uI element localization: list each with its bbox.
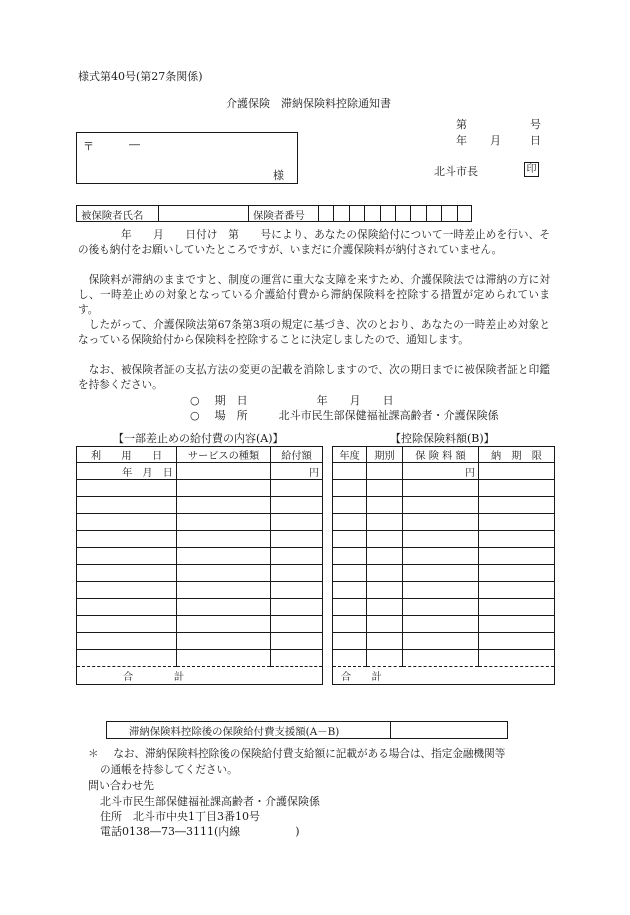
date-value: 年 月 日: [316, 394, 394, 407]
insurer-number-cell: [319, 206, 334, 221]
contact-office: 北斗市民生部保健福祉課高齢者・介護保険係: [100, 795, 320, 808]
table-b-cell: [367, 480, 403, 497]
table-b-header-cell: 年度: [333, 447, 367, 463]
table-b-cell: [403, 582, 479, 599]
table-b-row: [333, 633, 555, 650]
table-b-cell: [403, 514, 479, 531]
table-a-unit-cell: [177, 463, 271, 480]
table-b-cell: [367, 633, 403, 650]
insurer-number-cell: [381, 206, 396, 221]
table-a-cell: [271, 480, 323, 497]
table-b-cell: [403, 633, 479, 650]
sama-label: 様: [273, 169, 284, 182]
address-box: [76, 132, 298, 184]
table-b-cell: [479, 548, 555, 565]
table-a-cell: [177, 548, 271, 565]
body-paragraph-4: なお、被保険者証の支払方法の変更の記載を消除しますので、次の期日までに被保険者証と印鑑を持参ください。: [78, 364, 550, 391]
table-a-cell: [77, 480, 177, 497]
note-mark: ＊: [88, 748, 99, 760]
date-month: 月: [490, 134, 501, 147]
table-a-row: [77, 514, 323, 531]
page-title: 介護保険 滞納保険料控除通知書: [226, 97, 391, 110]
note-text-2: の通帳を持参してください。: [100, 764, 238, 776]
table-b-cell: [333, 650, 367, 667]
table-b-caption: 【控除保険料額(B)】: [390, 432, 495, 445]
table-b-cell: [367, 616, 403, 633]
contact-heading: 問い合わせ先: [88, 779, 154, 792]
table-a-header-cell: 利 用 日: [77, 447, 177, 463]
table-a-cell: [271, 497, 323, 514]
table-a-cell: [271, 599, 323, 616]
table-b-cell: [403, 650, 479, 667]
table-a-cell: [271, 650, 323, 667]
table-b-cell: [367, 497, 403, 514]
table-b-unit-cell: [479, 463, 555, 480]
table-b-cell: [479, 480, 555, 497]
table-a-cell: [77, 514, 177, 531]
body-paragraph-1: 年 月 日付け 第 号により、あなたの保険給付について一時差止めを行い、その後も納付をお願いしていたところですが、いまだに介護保険料が納付されていません。: [78, 229, 550, 256]
table-a-row: [77, 548, 323, 565]
table-a-cell: [177, 650, 271, 667]
table-b-cell: [403, 599, 479, 616]
table-a-unit-cell: 円: [271, 463, 323, 480]
contact-address: 住所 北斗市中央1丁目3番10号: [100, 810, 260, 823]
table-b-cell: [333, 514, 367, 531]
table-b-cell: [479, 514, 555, 531]
insurer-number-cell: [427, 206, 442, 221]
table-b-cell: [479, 633, 555, 650]
body-paragraph-3: したがって、介護保険法第67条第3項の規定に基づき、次のとおり、あなたの一時差止め対象となっている保険給付から保険料を控除することに決定しましたので、通知します。: [78, 319, 550, 346]
table-b-cell: [333, 531, 367, 548]
table-b-cell: [479, 599, 555, 616]
table-b-cell: [333, 599, 367, 616]
table-a-row: [77, 531, 323, 548]
table-a-cell: [177, 497, 271, 514]
insurer-number-cell: [442, 206, 457, 221]
schedule-place: [190, 407, 499, 423]
table-a-unit-cell: 年 月 日: [77, 463, 177, 480]
table-b-cell: [479, 531, 555, 548]
table-a-cell: [177, 531, 271, 548]
table-b-cell: [403, 616, 479, 633]
insured-name-field: [159, 206, 249, 221]
table-a-cell: [77, 633, 177, 650]
table-b-row: [333, 616, 555, 633]
table-a-row: [77, 633, 323, 650]
date-label: 期 日: [214, 394, 248, 407]
table-a-row: [77, 650, 323, 667]
insurer-number-cell: [396, 206, 411, 221]
table-b-cell: [403, 497, 479, 514]
table-b-cell: [367, 599, 403, 616]
table-b-row: [333, 531, 555, 548]
table-b-unit-cell: [333, 463, 367, 480]
table-a-cell: [177, 582, 271, 599]
postal-mark: 〒: [83, 140, 94, 153]
table-b-cell: [479, 616, 555, 633]
issuer-name: 北斗市長: [434, 165, 478, 178]
benefit-table: [76, 446, 323, 685]
insurer-number-cell: [365, 206, 380, 221]
table-b-cell: [403, 565, 479, 582]
table-b-cell: [479, 497, 555, 514]
table-a-header-cell: 給付額: [271, 447, 323, 463]
insurer-number-cells: [319, 206, 473, 221]
table-b-cell: [403, 480, 479, 497]
table-b-row: [333, 480, 555, 497]
table-a-cell: [77, 565, 177, 582]
table-a-cell: [271, 531, 323, 548]
table-a-cell: [77, 599, 177, 616]
table-a-cell: [271, 616, 323, 633]
table-a-cell: [77, 548, 177, 565]
support-amount-box: [106, 721, 508, 739]
table-a-cell: [77, 531, 177, 548]
contact-phone: 電話0138―73―3111(内線 ): [100, 825, 300, 838]
insured-name-label: 被保険者氏名: [77, 206, 159, 221]
table-a-cell: [177, 633, 271, 650]
table-a-row: [77, 565, 323, 582]
table-a-row: [77, 497, 323, 514]
table-a-cell: [271, 582, 323, 599]
table-b-row: [333, 599, 555, 616]
table-b-header-cell: 納 期 限: [479, 447, 555, 463]
doc-number-go: 号: [530, 118, 541, 131]
insured-row: [76, 205, 472, 222]
table-a-cell: [177, 514, 271, 531]
table-b-cell: [367, 565, 403, 582]
table-b-cell: [333, 565, 367, 582]
insurer-number-cell: [411, 206, 426, 221]
table-a-cell: [177, 616, 271, 633]
insurer-number-cell: [458, 206, 473, 221]
insurer-number-cell: [334, 206, 349, 221]
table-b-row: [333, 514, 555, 531]
table-b-row: [333, 565, 555, 582]
table-a-cell: [77, 582, 177, 599]
place-value: 北斗市民生部保健福祉課高齢者・介護保険係: [278, 409, 499, 422]
place-label: 場 所: [214, 409, 248, 422]
table-b-header-cell: 期別: [367, 447, 403, 463]
table-b-cell: [367, 582, 403, 599]
table-b-cell: [333, 616, 367, 633]
table-a-cell: [271, 565, 323, 582]
table-b-total-label: 合 計: [333, 667, 555, 685]
table-b-cell: [333, 497, 367, 514]
postal-dash: ―: [129, 138, 140, 151]
table-a-cell: [177, 480, 271, 497]
table-a-cell: [177, 565, 271, 582]
table-a-row: [77, 616, 323, 633]
table-b-cell: [367, 548, 403, 565]
insurer-number-label: 保険者番号: [249, 206, 319, 221]
form-number: 様式第40号(第27条関係): [78, 70, 203, 83]
table-b-cell: [367, 650, 403, 667]
table-b-row: [333, 650, 555, 667]
doc-number-dai: 第: [456, 118, 467, 131]
table-b-cell: [367, 531, 403, 548]
note-line-1: [88, 746, 505, 761]
deduction-table: [332, 446, 555, 685]
table-a-cell: [271, 514, 323, 531]
table-b-header-cell: 保 険 料 額: [403, 447, 479, 463]
table-b-row: [333, 497, 555, 514]
table-a-header-cell: サービスの種類: [177, 447, 271, 463]
schedule-date: [190, 392, 394, 408]
table-a-cell: [271, 633, 323, 650]
insurer-number-cell: [350, 206, 365, 221]
date-day: 日: [530, 134, 541, 147]
table-b-cell: [479, 582, 555, 599]
table-b-unit-cell: [367, 463, 403, 480]
table-b-cell: [403, 531, 479, 548]
table-a-cell: [77, 616, 177, 633]
bullet-mark: ○: [190, 409, 200, 422]
table-a-caption: 【一部差止めの給付費の内容(A)】: [113, 432, 284, 445]
table-a-row: [77, 599, 323, 616]
table-b-row: [333, 548, 555, 565]
table-b-unit-cell: 円: [403, 463, 479, 480]
table-a-cell: [271, 548, 323, 565]
table-a-row: [77, 582, 323, 599]
table-b-cell: [333, 633, 367, 650]
table-b-cell: [333, 582, 367, 599]
table-a-cell: [177, 599, 271, 616]
table-a-cell: [77, 650, 177, 667]
body-paragraph-2: 保険料が滞納のままですと、制度の運営に重大な支障を来すため、介護保険法では滞納の方に対し、一時差止めの対象となっている介護給付費から滞納保険料を控除する措置が定められています。: [78, 274, 550, 316]
note-text-1: なお、滞納保険料控除後の保険給付費支給額に記載がある場合は、指定金融機関等: [113, 748, 506, 760]
table-b-cell: [479, 650, 555, 667]
table-b-cell: [333, 480, 367, 497]
table-b-cell: [367, 514, 403, 531]
support-amount-value: [391, 722, 509, 738]
table-a-total-label: 合 計: [77, 667, 323, 685]
table-a-cell: [77, 497, 177, 514]
table-b-cell: [403, 548, 479, 565]
table-a-row: [77, 480, 323, 497]
support-amount-label: 滞納保険料控除後の保険給付費支援額(A－B): [107, 722, 391, 738]
table-b-cell: [333, 548, 367, 565]
bullet-mark: ○: [190, 394, 200, 407]
seal-mark: 印: [524, 162, 539, 177]
date-year: 年: [456, 134, 467, 147]
table-b-row: [333, 582, 555, 599]
table-b-cell: [479, 565, 555, 582]
